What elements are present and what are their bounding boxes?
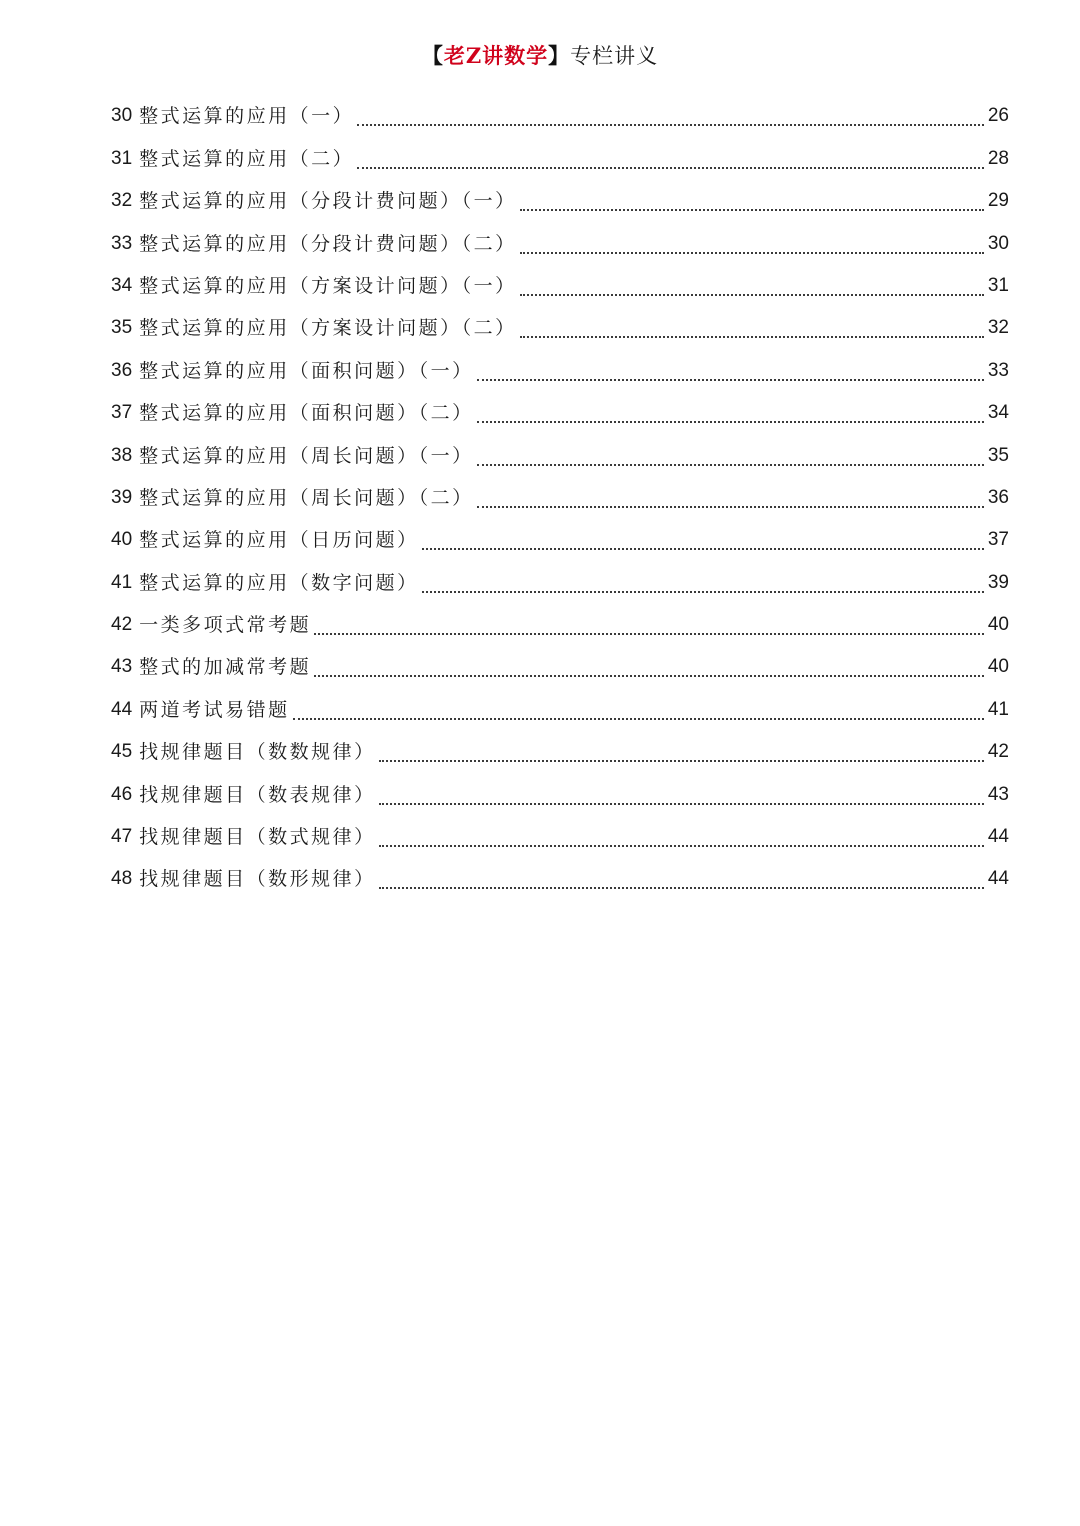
toc-entry-page: 40 (987, 614, 1009, 636)
toc-entry-title: 整式运算的应用（日历问题） (139, 529, 419, 552)
header-bracket-close: 】 (548, 43, 571, 68)
toc-entry-page: 32 (987, 317, 1009, 339)
toc-entry-number: 41 (111, 571, 133, 593)
toc-entry-title: 整式运算的应用（数字问题） (139, 571, 419, 594)
toc-entry-number: 35 (111, 317, 133, 339)
toc-dot-leader (357, 124, 984, 126)
toc-entry-page: 42 (987, 741, 1009, 763)
toc-dot-leader (520, 209, 984, 211)
toc-dot-leader (422, 548, 984, 550)
toc-entry[interactable] (111, 688, 1009, 730)
toc-entry-page: 26 (987, 105, 1009, 127)
toc-entry-page: 40 (987, 656, 1009, 678)
header-bracket-open: 【 (421, 43, 444, 68)
toc-dot-leader (477, 379, 984, 381)
toc-dot-leader (477, 464, 984, 466)
toc-entry-page: 44 (987, 868, 1009, 890)
toc-entry-number: 45 (111, 741, 133, 763)
toc-entry-page: 43 (987, 783, 1009, 805)
toc-entry-number: 36 (111, 359, 133, 381)
toc-entry-number: 31 (111, 147, 133, 169)
toc-entry-page: 33 (987, 359, 1009, 381)
toc-entry-title: 整式运算的应用（面积问题）（一） (139, 359, 474, 382)
toc-entry-title: 整式运算的应用（周长问题）（一） (139, 444, 474, 467)
toc-entry-page: 35 (987, 444, 1009, 466)
table-of-contents (111, 95, 1009, 900)
header-brand: 老Z讲数学 (443, 43, 549, 68)
toc-entry-page: 36 (987, 486, 1009, 508)
toc-entry[interactable] (111, 519, 1009, 561)
toc-dot-leader (520, 294, 984, 296)
toc-dot-leader (314, 633, 984, 635)
toc-entry[interactable] (111, 137, 1009, 179)
toc-entry-number: 40 (111, 529, 133, 551)
toc-entry-number: 37 (111, 402, 133, 424)
toc-entry-title: 整式运算的应用（二） (139, 147, 355, 170)
toc-entry-page: 28 (987, 147, 1009, 169)
toc-dot-leader (422, 591, 984, 593)
toc-entry-number: 39 (111, 486, 133, 508)
toc-entry-page: 29 (987, 190, 1009, 212)
toc-entry-number: 48 (111, 868, 133, 890)
toc-entry-page: 41 (987, 698, 1009, 720)
toc-entry-title: 一类多项式常考题 (139, 614, 312, 637)
toc-entry-number: 43 (111, 656, 133, 678)
toc-entry-number: 42 (111, 614, 133, 636)
toc-dot-leader (314, 675, 984, 677)
toc-dot-leader (379, 845, 984, 847)
toc-dot-leader (520, 336, 984, 338)
toc-entry-title: 整式运算的应用（周长问题）（二） (139, 486, 474, 509)
toc-entry[interactable] (111, 731, 1009, 773)
toc-entry-title: 两道考试易错题 (139, 698, 290, 721)
toc-entry[interactable] (111, 307, 1009, 349)
toc-entry-number: 47 (111, 826, 133, 848)
toc-entry[interactable] (111, 392, 1009, 434)
toc-entry-number: 44 (111, 698, 133, 720)
toc-entry[interactable] (111, 858, 1009, 900)
toc-entry-title: 整式的加减常考题 (139, 656, 312, 679)
toc-entry-title: 整式运算的应用（一） (139, 105, 355, 128)
toc-entry[interactable] (111, 222, 1009, 264)
toc-entry-number: 38 (111, 444, 133, 466)
toc-dot-leader (357, 167, 984, 169)
toc-entry-page: 44 (987, 826, 1009, 848)
toc-dot-leader (379, 803, 984, 805)
toc-dot-leader (477, 506, 984, 508)
toc-entry-page: 39 (987, 571, 1009, 593)
toc-entry[interactable] (111, 349, 1009, 391)
page-header (0, 38, 1080, 74)
toc-dot-leader (379, 760, 984, 762)
toc-entry-title: 整式运算的应用（方案设计问题）（二） (139, 317, 517, 340)
toc-entry-number: 46 (111, 783, 133, 805)
toc-entry-title: 整式运算的应用（分段计费问题）（二） (139, 232, 517, 255)
toc-entry-title: 找规律题目（数形规律） (139, 868, 376, 891)
toc-entry-title: 找规律题目（数数规律） (139, 741, 376, 764)
toc-entry[interactable] (111, 604, 1009, 646)
toc-entry-number: 32 (111, 190, 133, 212)
toc-entry-page: 34 (987, 402, 1009, 424)
toc-entry-page: 30 (987, 232, 1009, 254)
toc-entry[interactable] (111, 477, 1009, 519)
toc-entry-title: 整式运算的应用（分段计费问题）（一） (139, 190, 517, 213)
toc-entry-number: 30 (111, 105, 133, 127)
toc-entry-title: 整式运算的应用（方案设计问题）（一） (139, 274, 517, 297)
toc-entry-number: 33 (111, 232, 133, 254)
toc-entry[interactable] (111, 646, 1009, 688)
header-subtitle: 专栏讲义 (570, 44, 659, 68)
toc-dot-leader (477, 421, 984, 423)
toc-entry-title: 整式运算的应用（面积问题）（二） (139, 402, 474, 425)
toc-entry-page: 37 (987, 529, 1009, 551)
toc-entry[interactable] (111, 95, 1009, 137)
toc-entry[interactable] (111, 180, 1009, 222)
toc-dot-leader (293, 718, 984, 720)
toc-entry-title: 找规律题目（数表规律） (139, 783, 376, 806)
toc-entry-page: 31 (987, 274, 1009, 296)
toc-entry[interactable] (111, 434, 1009, 476)
toc-dot-leader (520, 252, 984, 254)
toc-entry-number: 34 (111, 274, 133, 296)
toc-entry[interactable] (111, 561, 1009, 603)
toc-entry[interactable] (111, 773, 1009, 815)
toc-entry[interactable] (111, 265, 1009, 307)
toc-entry-title: 找规律题目（数式规律） (139, 826, 376, 849)
toc-dot-leader (379, 887, 984, 889)
toc-entry[interactable] (111, 816, 1009, 858)
